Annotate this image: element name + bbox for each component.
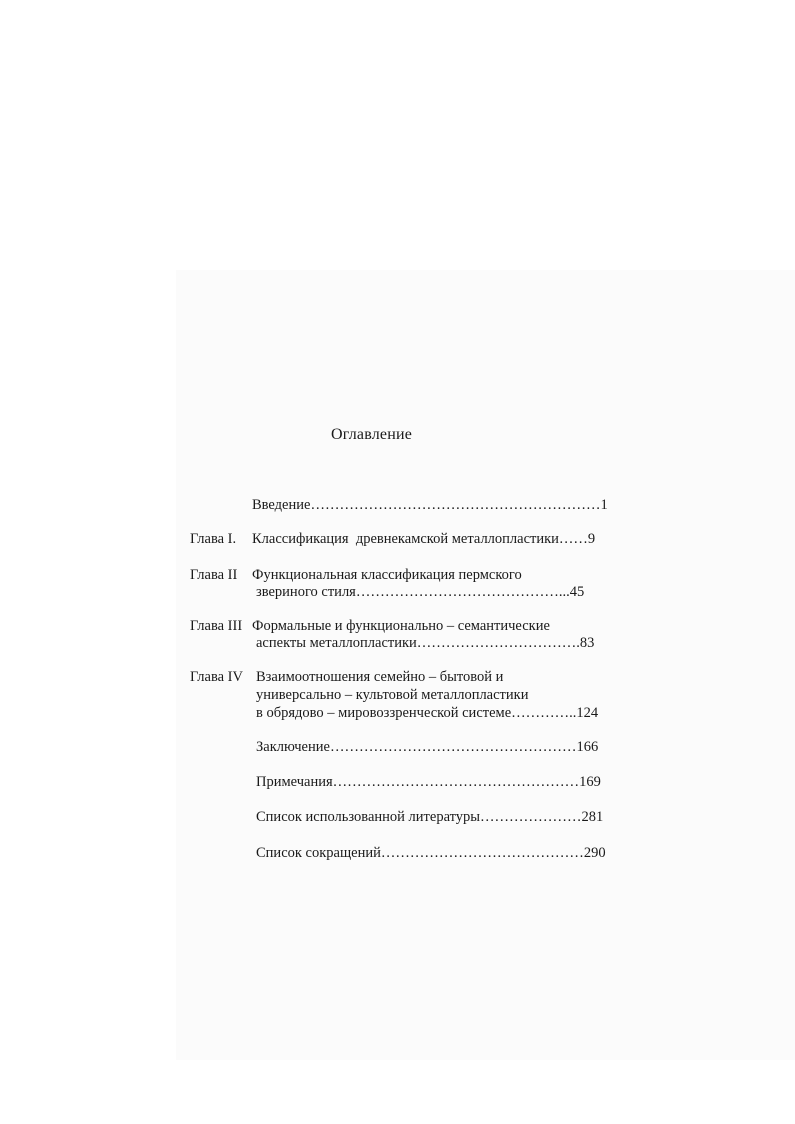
toc-ch2-line1: Функциональная классификация пермского <box>252 567 522 583</box>
toc-ch3-line2: аспекты металлопластики…………………………….83 <box>256 635 595 651</box>
toc-notes: Примечания……………………………………………169 <box>256 774 601 790</box>
toc-ch4-line1: Взаимоотношения семейно – бытовой и <box>256 669 504 685</box>
toc-ch3-label: Глава III <box>190 618 243 634</box>
toc-ch1-text: Классификация древнекамской металлопластики……9 <box>252 531 596 547</box>
toc-literature: Список использованной литературы…………………281 <box>256 809 604 825</box>
toc-abbreviations: Список сокращений……………………………………290 <box>256 845 606 861</box>
toc-ch3-line1: Формальные и функционально – семантические <box>252 618 550 634</box>
toc-intro: Введение……………………………………………………1 <box>252 497 608 513</box>
toc-ch2-label: Глава II <box>190 567 238 583</box>
toc-ch4-label: Глава IV <box>190 669 243 685</box>
toc-ch1-label: Глава I. <box>190 531 237 547</box>
toc-ch2-line2: звериного стиля……………………………………...45 <box>256 584 585 600</box>
page-title: Оглавление <box>331 426 413 443</box>
toc-conclusion: Заключение……………………………………………166 <box>256 739 599 755</box>
toc-ch4-line2: универсально – культовой металлопластики <box>256 687 529 703</box>
toc-ch4-line3: в обрядово – мировоззренческой системе…………..124 <box>256 705 599 721</box>
scanned-page-area <box>176 270 795 1060</box>
